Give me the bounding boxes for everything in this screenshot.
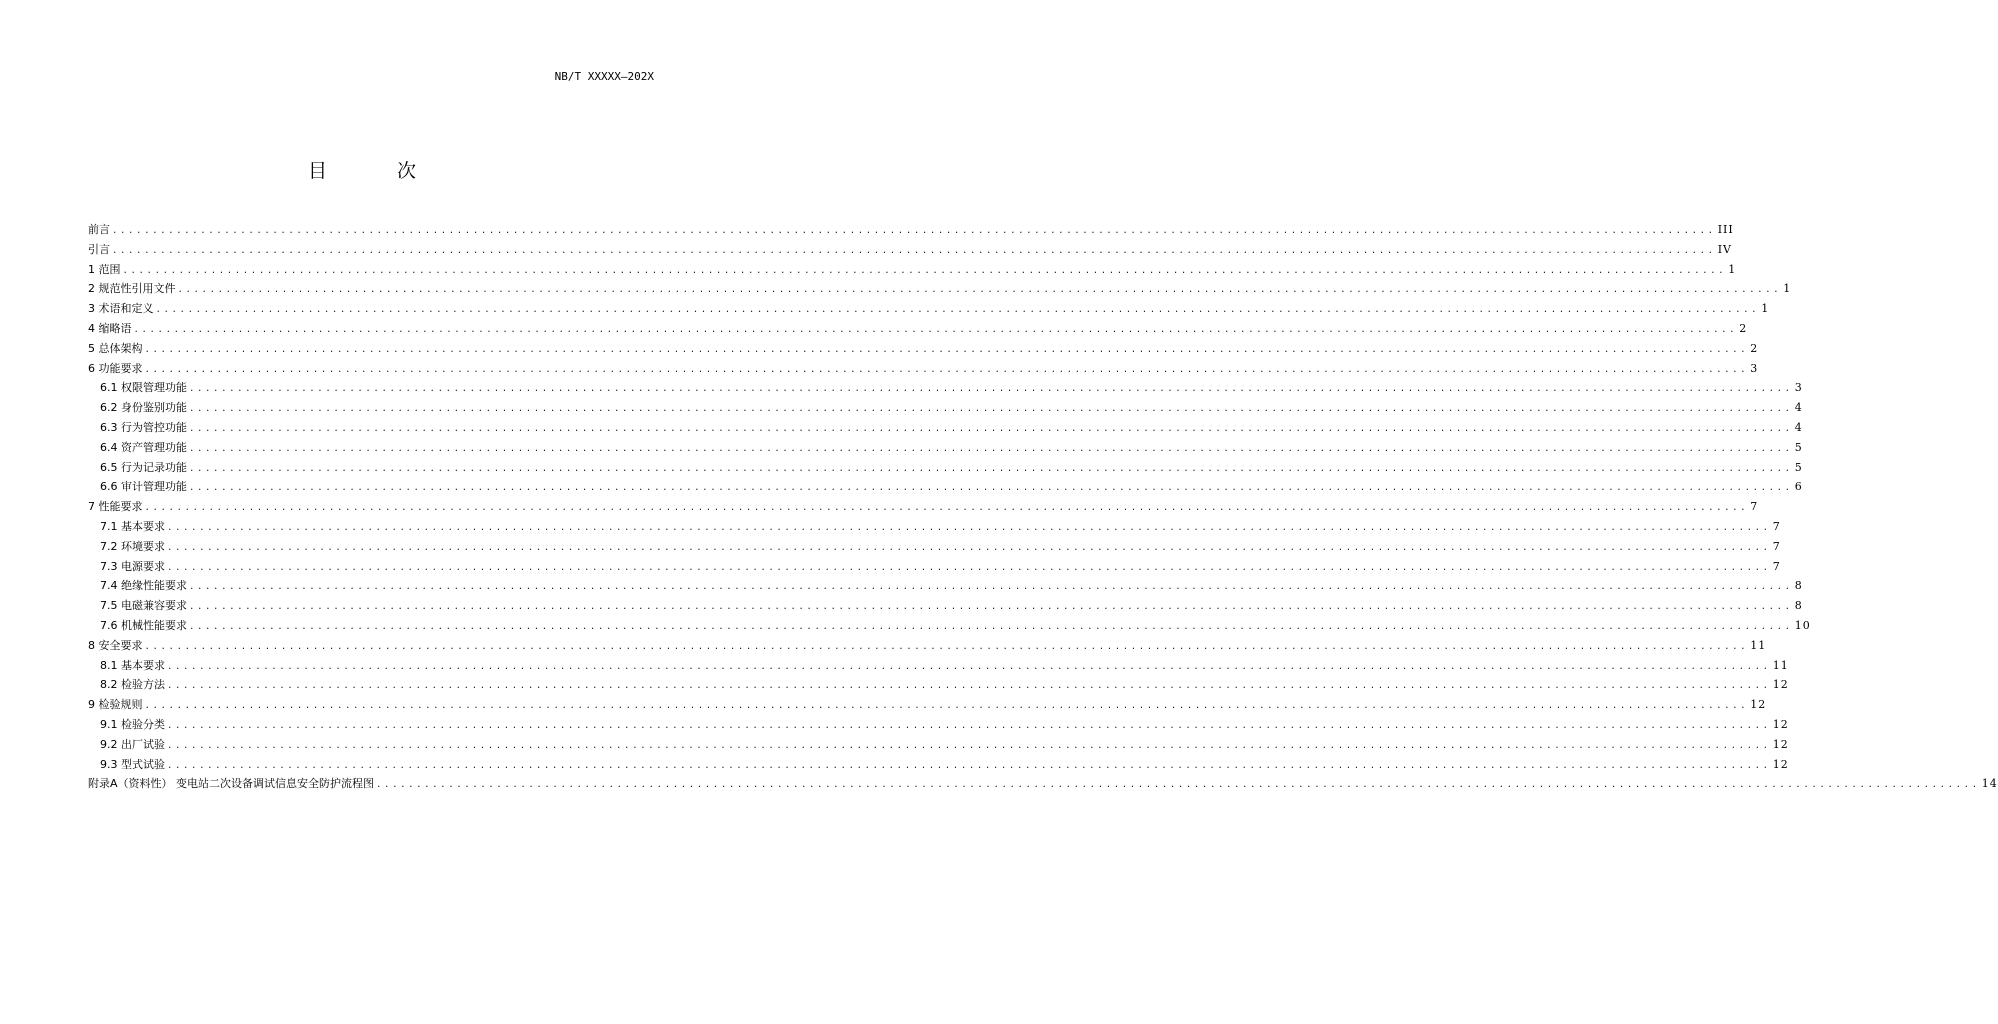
toc-dot-leader: ........................................................................................................................................................................................................ (167, 542, 1771, 553)
toc-entry[interactable] (88, 696, 1767, 716)
toc-entry[interactable] (88, 300, 1770, 320)
toc-dot-leader: ........................................................................................................................................................................................................ (167, 681, 1771, 692)
toc-entry-label: 前言 (88, 223, 110, 236)
toc-entry-label: 6.2 身份鉴别功能 (100, 401, 187, 415)
toc-page-number: IV (1717, 242, 1732, 256)
toc-entry[interactable] (88, 736, 1789, 756)
toc-page-number: 2 (1739, 321, 1748, 335)
toc-dot-leader: ........................................................................................................................................................................................................ (189, 582, 1793, 593)
toc-page-number: 2 (1750, 341, 1759, 355)
toc-entry[interactable] (88, 676, 1789, 696)
toc-entry-label: 附录A（资料性） 变电站二次设备调试信息安全防护流程图 (88, 777, 375, 791)
toc-page-number: 12 (1750, 698, 1767, 712)
toc-entry[interactable] (88, 716, 1789, 736)
toc-entry-label: 9.1 检验分类 (100, 717, 165, 731)
toc-entry[interactable] (88, 459, 1803, 479)
toc-page-number: 6 (1794, 480, 1803, 494)
toc-entry-label: 6.4 资产管理功能 (100, 440, 187, 454)
document-code: NB/T XXXXX—202X (554, 70, 654, 83)
toc-dot-leader: ........................................................................................................................................................................................................ (122, 265, 1727, 276)
toc-dot-leader: ........................................................................................................................................................................................................ (189, 443, 1793, 454)
toc-entry-label: 1 范围 (88, 262, 121, 276)
toc-entry[interactable] (88, 775, 1998, 795)
toc-page-number: 1 (1761, 302, 1770, 316)
toc-dot-leader: ........................................................................................................................................................................................................ (167, 562, 1771, 573)
toc-page-number: 3 (1794, 381, 1803, 395)
toc-page-number: 4 (1794, 401, 1803, 415)
toc-dot-leader: ........................................................................................................................................................................................................ (144, 344, 1749, 355)
toc-dot-leader: ........................................................................................................................................................................................................ (189, 621, 1793, 632)
toc-entry[interactable] (88, 241, 1732, 261)
toc-page-number: 10 (1794, 618, 1811, 632)
toc-entry-label: 6 功能要求 (88, 361, 143, 375)
toc-entry-label: 3 术语和定义 (88, 302, 154, 316)
toc-entry-label: 6.1 权限管理功能 (100, 381, 187, 395)
toc-page-number: 7 (1772, 519, 1781, 533)
toc-entry-label: 8.1 基本要求 (100, 658, 165, 672)
toc-page-number: 11 (1750, 638, 1767, 652)
toc-entry-label: 7.2 环境要求 (100, 539, 165, 553)
toc-entry[interactable] (88, 657, 1789, 677)
toc-dot-leader: ........................................................................................................................................................................................................ (167, 740, 1771, 751)
toc-page-number: 12 (1772, 757, 1789, 771)
toc-entry[interactable] (88, 360, 1759, 380)
toc-entry[interactable] (88, 419, 1803, 439)
toc-entry-label: 2 规范性引用文件 (88, 282, 176, 296)
toc-entry[interactable] (88, 399, 1803, 419)
toc-entry-label: 8 安全要求 (88, 638, 143, 652)
toc-entry[interactable] (88, 617, 1811, 637)
toc-dot-leader: ........................................................................................................................................................................................................ (376, 780, 1980, 791)
page-title: 目 次 (307, 160, 449, 182)
toc-entry-label: 6.3 行为管控功能 (100, 420, 187, 434)
toc-page-number: 5 (1794, 460, 1803, 474)
toc-page-number: 1 (1728, 262, 1737, 276)
toc-dot-leader: ........................................................................................................................................................................................................ (167, 522, 1771, 533)
toc-entry-label: 7.1 基本要求 (100, 519, 165, 533)
toc-entry-label: 7.3 电源要求 (100, 559, 165, 573)
toc-page-number: 12 (1772, 717, 1789, 731)
toc-page-number: 7 (1772, 539, 1781, 553)
toc-entry-label: 5 总体架构 (88, 341, 143, 355)
toc-entry[interactable] (88, 379, 1803, 399)
toc-page-number: 11 (1772, 658, 1789, 672)
toc-entry-label: 6.5 行为记录功能 (100, 460, 187, 474)
toc-entry-label: 9 检验规则 (88, 698, 143, 712)
toc-page-number: 3 (1750, 361, 1759, 375)
toc-page-number: 7 (1750, 500, 1759, 514)
toc-dot-leader: ........................................................................................................................................................................................................ (144, 503, 1749, 514)
toc-entry[interactable] (88, 320, 1748, 340)
toc-entry[interactable] (88, 577, 1803, 597)
toc-entry-label: 引言 (88, 242, 110, 256)
toc-dot-leader: ........................................................................................................................................................................................................ (189, 463, 1793, 474)
toc-dot-leader: ........................................................................................................................................................................................................ (167, 661, 1771, 672)
toc-dot-leader: ........................................................................................................................................................................................................ (144, 701, 1749, 712)
toc-entry[interactable] (88, 280, 1792, 300)
toc-entry-label: 7.5 电磁兼容要求 (100, 599, 187, 613)
toc-entry[interactable] (88, 518, 1781, 538)
toc-dot-leader: ........................................................................................................................................................................................................ (167, 760, 1771, 771)
toc-page-number: 8 (1794, 579, 1803, 593)
toc-entry[interactable] (88, 597, 1803, 617)
toc-entry-label: 4 缩略语 (88, 321, 132, 335)
toc-page-number: 12 (1772, 737, 1789, 751)
toc-entry-label: 9.3 型式试验 (100, 757, 165, 771)
toc-dot-leader: ........................................................................................................................................................................................................ (133, 324, 1738, 335)
toc-entry[interactable] (88, 478, 1803, 498)
toc-page-number: 14 (1981, 777, 1998, 791)
toc-entry[interactable] (88, 340, 1759, 360)
toc-entry-label: 7 性能要求 (88, 500, 143, 514)
toc-page-number: 8 (1794, 599, 1803, 613)
toc-page-number: III (1717, 223, 1734, 236)
toc-page-number: 7 (1772, 559, 1781, 573)
toc-entry-label: 7.6 机械性能要求 (100, 618, 187, 632)
toc-page-number: 1 (1783, 282, 1792, 296)
toc-dot-leader: ........................................................................................................................................................................................................ (189, 384, 1793, 395)
toc-page-number: 12 (1772, 678, 1789, 692)
toc-dot-leader: ........................................................................................................................................................................................................ (155, 305, 1760, 316)
toc-dot-leader: ........................................................................................................................................................................................................ (177, 285, 1782, 296)
toc-dot-leader: ........................................................................................................................................................................................................ (189, 423, 1793, 434)
toc-dot-leader: ........................................................................................................................................................................................................ (189, 483, 1793, 494)
toc-entry[interactable] (88, 637, 1767, 657)
toc-entry-label: 6.6 审计管理功能 (100, 480, 187, 494)
toc-dot-leader: ........................................................................................................................................................................................................ (167, 720, 1771, 731)
toc-entry-label: 7.4 绝缘性能要求 (100, 579, 187, 593)
toc-entry[interactable] (88, 538, 1781, 558)
toc-entry-label: 9.2 出厂试验 (100, 737, 165, 751)
toc-dot-leader: ........................................................................................................................................................................................................ (112, 245, 1716, 256)
toc-entry[interactable] (88, 439, 1803, 459)
toc-entry[interactable] (88, 221, 1734, 241)
toc-entry[interactable] (88, 756, 1789, 776)
toc-dot-leader: ........................................................................................................................................................................................................ (144, 641, 1749, 652)
toc-entry[interactable] (88, 558, 1781, 578)
toc-entry[interactable] (88, 498, 1759, 518)
toc-dot-leader: ........................................................................................................................................................................................................ (144, 364, 1749, 375)
table-of-contents (88, 221, 1998, 795)
toc-page-number: 4 (1794, 420, 1803, 434)
toc-entry-label: 8.2 检验方法 (100, 678, 165, 692)
toc-dot-leader: ........................................................................................................................................................................................................ (189, 404, 1793, 415)
toc-dot-leader: ........................................................................................................................................................................................................ (112, 226, 1716, 236)
toc-dot-leader: ........................................................................................................................................................................................................ (189, 602, 1793, 613)
toc-entry[interactable] (88, 261, 1737, 281)
toc-page-number: 5 (1794, 440, 1803, 454)
